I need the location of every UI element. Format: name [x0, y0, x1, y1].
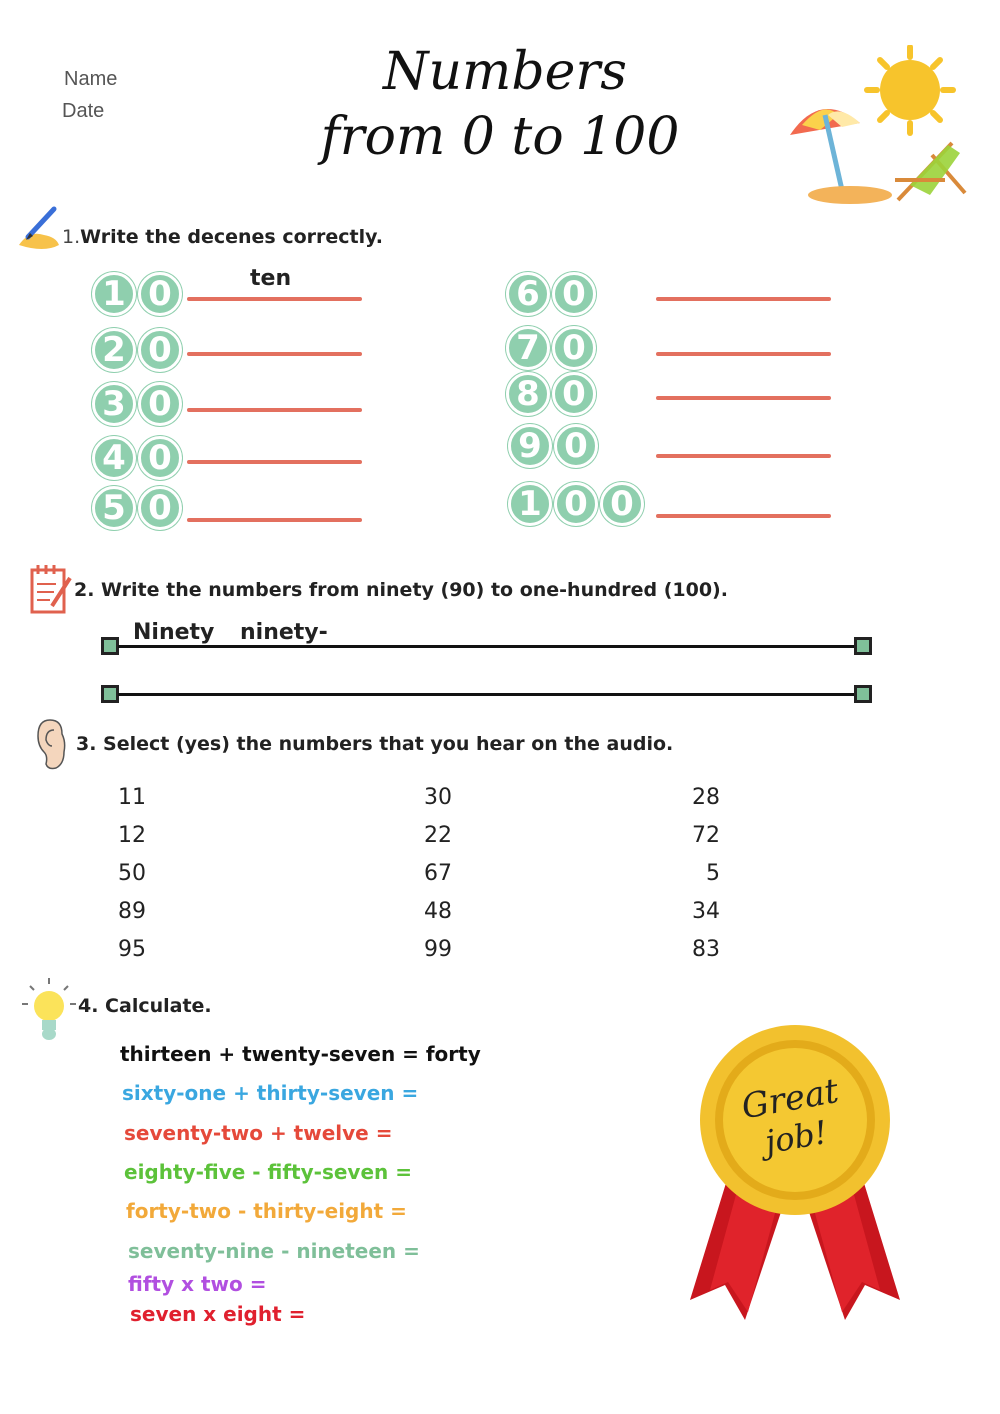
- q3-column-3: [684, 785, 720, 975]
- beach-umbrella-icon: [790, 109, 892, 204]
- lightbulb-icon: [20, 976, 78, 1046]
- calc-line-3[interactable]: seventy-two + twelve =: [124, 1121, 393, 1145]
- audio-number[interactable]: 12: [118, 823, 146, 848]
- digit: 0: [138, 382, 182, 426]
- answer-line-40[interactable]: [187, 460, 362, 464]
- digit: 8: [506, 372, 550, 416]
- digit: 0: [138, 436, 182, 480]
- audio-number[interactable]: 48: [424, 899, 452, 924]
- digit: 3: [92, 382, 136, 426]
- title-line-2: from 0 to 100: [320, 107, 680, 167]
- audio-number[interactable]: 99: [424, 937, 452, 962]
- digit: 0: [138, 328, 182, 372]
- q2-word-1[interactable]: Ninety: [133, 620, 215, 645]
- q3-title: 3. Select (yes) the numbers that you hear on the audio.: [76, 733, 674, 755]
- number-badge-20: [92, 328, 182, 372]
- answer-line-50[interactable]: [187, 518, 362, 522]
- badge-line-2: job!: [761, 1113, 831, 1162]
- number-badge-60: [506, 272, 596, 316]
- digit: 7: [506, 326, 550, 370]
- digit: 5: [92, 486, 136, 530]
- pencil-hand-icon: [14, 205, 64, 255]
- notepad-icon: [28, 562, 74, 616]
- audio-number[interactable]: 67: [424, 861, 452, 886]
- answer-line-80[interactable]: [656, 396, 831, 400]
- digit: 1: [92, 272, 136, 316]
- answer-line-20[interactable]: [187, 352, 362, 356]
- calc-line-1[interactable]: thirteen + twenty-seven = forty: [120, 1042, 481, 1066]
- calc-line-5[interactable]: forty-two - thirty-eight =: [126, 1199, 407, 1223]
- answer-line-70[interactable]: [656, 352, 831, 356]
- audio-number[interactable]: 22: [424, 823, 452, 848]
- calc-line-4[interactable]: eighty-five - fifty-seven =: [124, 1160, 412, 1184]
- q1-text: Write the decenes correctly.: [80, 226, 383, 248]
- number-badge-10: [92, 272, 182, 316]
- number-badge-50: [92, 486, 182, 530]
- date-label: Date: [62, 100, 105, 122]
- q1-title: [62, 226, 383, 248]
- audio-number[interactable]: 30: [424, 785, 452, 810]
- digit: 2: [92, 328, 136, 372]
- digit: 0: [138, 272, 182, 316]
- number-badge-70: [506, 326, 596, 370]
- calc-line-6[interactable]: seventy-nine - nineteen =: [128, 1239, 420, 1263]
- digit: 4: [92, 436, 136, 480]
- answer-line-60[interactable]: [656, 297, 831, 301]
- number-badge-90: [508, 424, 598, 468]
- timeline-2[interactable]: [118, 693, 855, 696]
- audio-number[interactable]: 11: [118, 785, 146, 810]
- rosette-badge-icon: [680, 1020, 910, 1330]
- q2-word-2[interactable]: ninety-: [240, 620, 328, 645]
- timeline-1-start-marker: [101, 637, 119, 655]
- timeline-1-end-marker: [854, 637, 872, 655]
- answer-line-30[interactable]: [187, 408, 362, 412]
- digit: 0: [552, 272, 596, 316]
- digit: 9: [508, 424, 552, 468]
- page-title: [305, 40, 705, 170]
- q3-column-2: [424, 785, 452, 975]
- name-label: Name: [64, 68, 118, 90]
- q4-title: 4. Calculate.: [78, 995, 212, 1017]
- number-badge-80: [506, 372, 596, 416]
- audio-number[interactable]: 50: [118, 861, 146, 886]
- audio-number[interactable]: 5: [706, 861, 720, 886]
- digit: 6: [506, 272, 550, 316]
- timeline-2-start-marker: [101, 685, 119, 703]
- q2-title: 2. Write the numbers from ninety (90) to one-hundred (100).: [74, 579, 728, 601]
- calc-line-7[interactable]: fifty x two =: [128, 1272, 267, 1296]
- audio-number[interactable]: 89: [118, 899, 146, 924]
- number-badge-40: [92, 436, 182, 480]
- badge-line-1: Great: [738, 1071, 842, 1128]
- beach-illustration: [780, 45, 980, 210]
- digit: 0: [554, 482, 598, 526]
- title-line-1: Numbers: [383, 42, 627, 102]
- timeline-2-end-marker: [854, 685, 872, 703]
- answer-10[interactable]: ten: [250, 266, 292, 291]
- digit: 0: [138, 486, 182, 530]
- digit: 0: [552, 372, 596, 416]
- audio-number[interactable]: 34: [692, 899, 720, 924]
- q3-column-1: [118, 785, 146, 975]
- calc-line-2[interactable]: sixty-one + thirty-seven =: [122, 1081, 419, 1105]
- audio-number[interactable]: 72: [692, 823, 720, 848]
- calc-line-8[interactable]: seven x eight =: [130, 1302, 306, 1326]
- digit: 0: [552, 326, 596, 370]
- deck-chair-icon: [895, 143, 965, 200]
- audio-number[interactable]: 28: [692, 785, 720, 810]
- digit: 1: [508, 482, 552, 526]
- answer-line-90[interactable]: [656, 454, 831, 458]
- digit: 0: [554, 424, 598, 468]
- number-badge-100: [508, 482, 644, 526]
- timeline-1[interactable]: [118, 645, 855, 648]
- q1-number: 1.: [62, 226, 81, 248]
- audio-number[interactable]: 95: [118, 937, 146, 962]
- answer-line-10[interactable]: [187, 297, 362, 301]
- sun-icon: [867, 47, 953, 133]
- audio-number[interactable]: 83: [692, 937, 720, 962]
- answer-line-100[interactable]: [656, 514, 831, 518]
- number-badge-30: [92, 382, 182, 426]
- digit: 0: [600, 482, 644, 526]
- ear-icon: [34, 716, 70, 772]
